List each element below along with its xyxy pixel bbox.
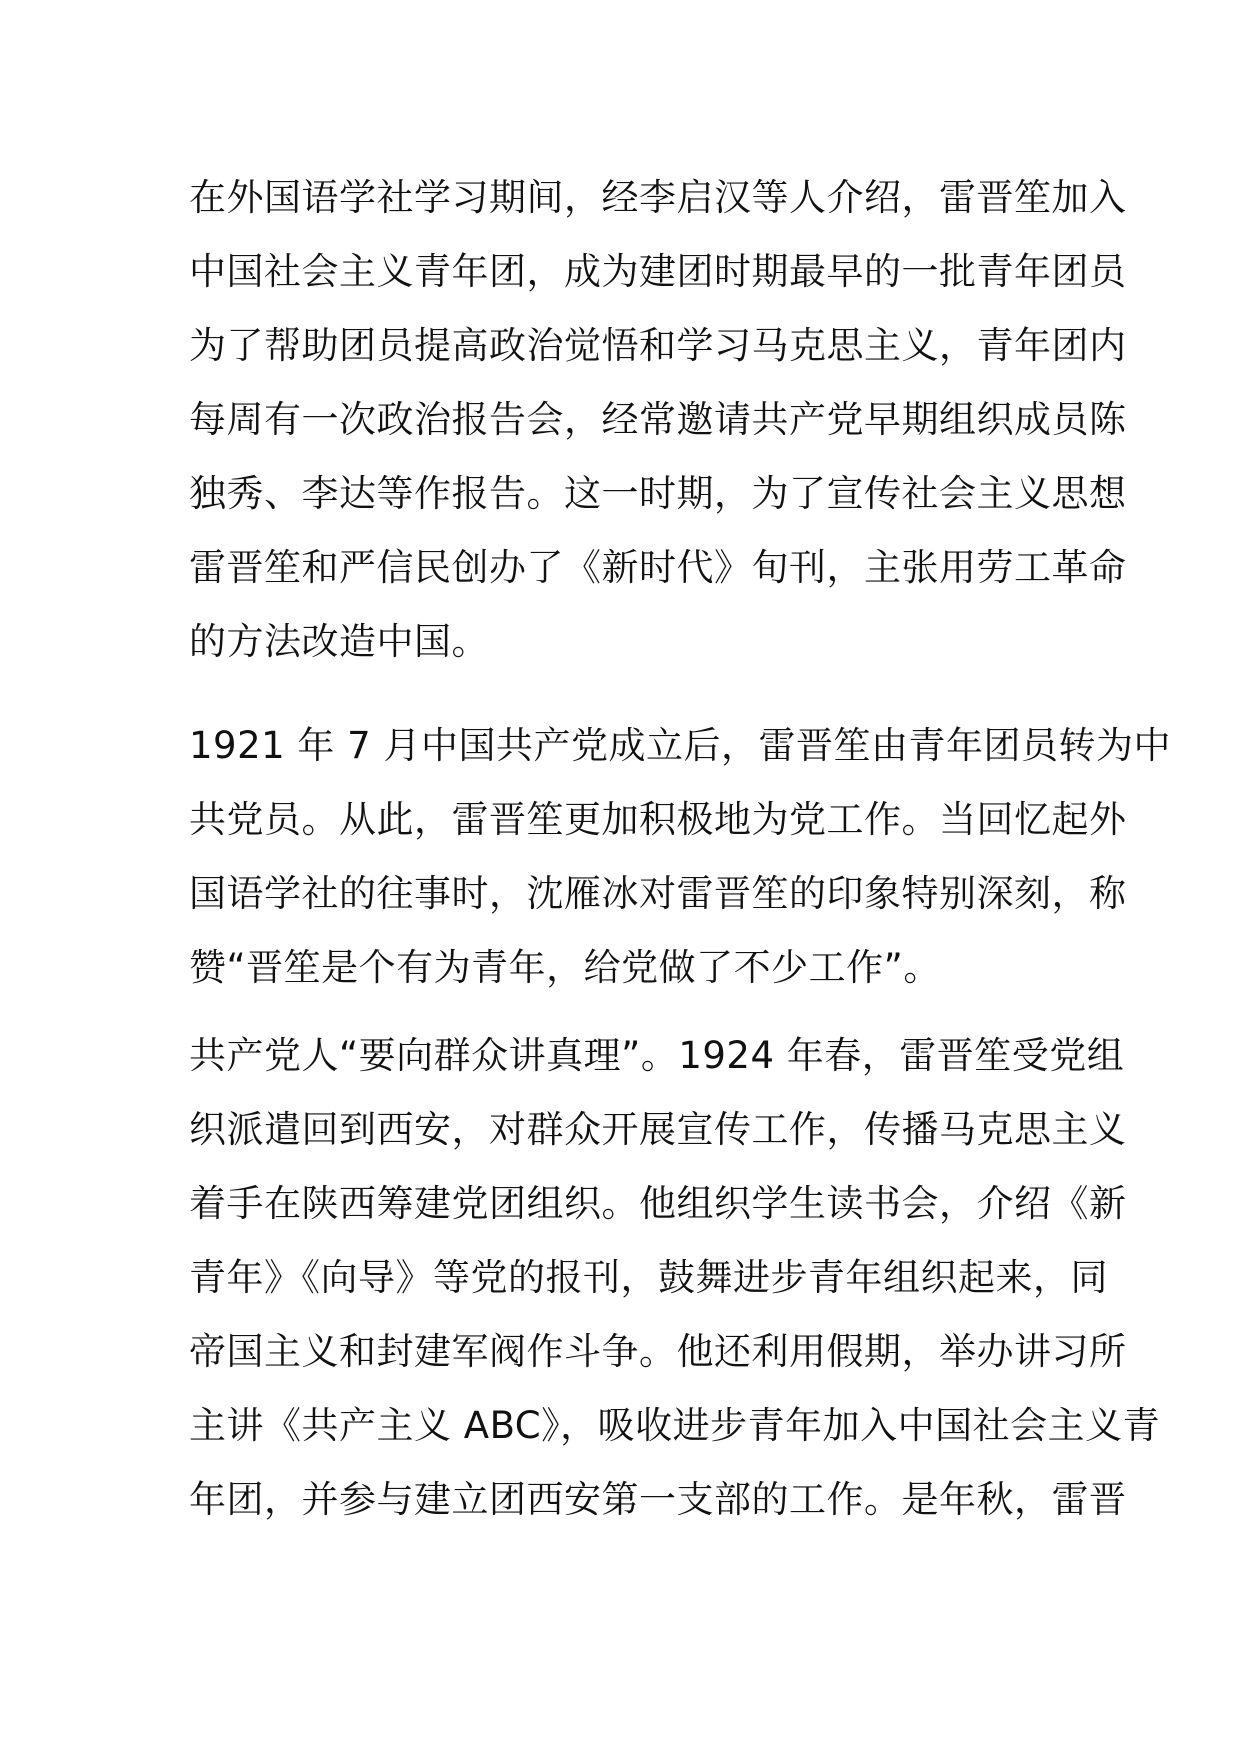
text-line: 年团，并参与建立团西安第一支部的工作。是年秋，雷晋 [189, 1478, 1127, 1521]
text-line: 织派遣回到西安，对群众开展宣传工作，传播马克思主义 [189, 1108, 1127, 1151]
text-line: 在外国语学社学习期间，经李启汉等人介绍，雷晋笙加入 [189, 176, 1127, 219]
text-line: 国语学社的往事时，沈雁冰对雷晋笙的印象特别深刻，称 [189, 872, 1127, 915]
text-line: 中国社会主义青年团，成为建团时期最早的一批青年团员 [189, 250, 1127, 293]
text-line: 共产党人“要向群众讲真理”。1924 年春，雷晋笙受党组 [189, 1034, 1125, 1077]
text-line: 的方法改造中国。 [189, 620, 489, 663]
text-line: 着手在陕西筹建党团组织。他组织学生读书会，介绍《新 [189, 1182, 1127, 1225]
text-line: 青年》《向导》等党的报刊，鼓舞进步青年组织起来，同 [189, 1256, 1108, 1299]
text-line: 赞“晋笙是个有为青年，给党做了不少工作”。 [189, 946, 941, 989]
paragraph-3 [189, 1019, 1161, 1537]
paragraph-1 [189, 161, 1127, 679]
text-line: 帝国主义和封建军阀作斗争。他还利用假期，举办讲习所 [189, 1330, 1127, 1373]
text-line: 主讲《共产主义 ABC》，吸收进步青年加入中国社会主义青 [189, 1404, 1161, 1447]
text-line: 共党员。从此，雷晋笙更加积极地为党工作。当回忆起外 [189, 798, 1127, 841]
text-line: 为了帮助团员提高政治觉悟和学习马克思主义，青年团内 [189, 324, 1127, 367]
text-line: 雷晋笙和严信民创办了《新时代》旬刊，主张用劳工革命 [189, 546, 1127, 589]
text-line: 独秀、李达等作报告。这一时期，为了宣传社会主义思想 [189, 472, 1127, 515]
text-line: 每周有一次政治报告会，经常邀请共产党早期组织成员陈 [189, 398, 1127, 441]
text-line: 1921 年 7 月中国共产党成立后，雷晋笙由青年团员转为中 [189, 724, 1171, 767]
paragraph-2 [189, 709, 1171, 1005]
